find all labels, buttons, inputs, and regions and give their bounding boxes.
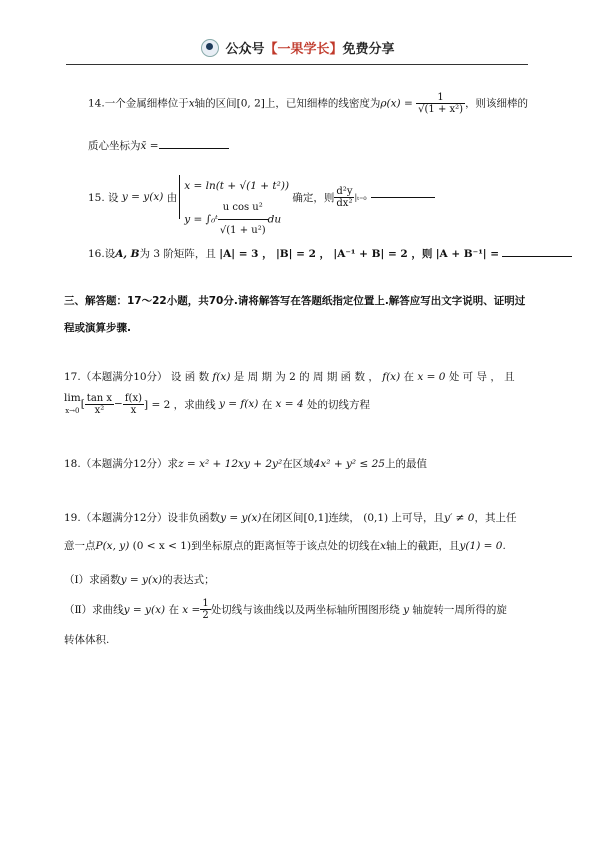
page-header (0, 38, 596, 60)
question-17-line2: lim x→0 [ $\frac{\text{tan x}}{\text{x²}}$ − $\frac{f(x)}{x}$ ] = 2 ，求曲线 y = f(x) 在 x = 4 处的切线方程 (64, 392, 370, 416)
question-14-line2: 质心坐标为x̄ = (88, 138, 518, 153)
question-19-part-1: （Ⅰ）求函数y = y(x)的表达式； (64, 574, 215, 586)
question-16: 16.设A, B为 3 阶矩阵，且 |A| = 3 ， |B| = 2 ， |A⁻¹ + B| = 2 ，则 |A + B⁻¹| = (88, 246, 518, 261)
header-rule (66, 64, 528, 65)
question-14: 14.一个金属细棒位于x轴的区间[0, 2]上，已知细棒的线密度为ρ(x) = $\frac{1}{\text{√(1 + x²)}}$ ，则该细棒的 (88, 92, 529, 115)
second-derivative: $\frac{\text{d²y}}{\text{dx²}}$ (336, 185, 353, 209)
section-3-heading-line2: 程或演算步骤. (64, 322, 131, 334)
answer-blank-15[interactable] (371, 197, 435, 198)
question-15: 15. 设 y = y(x) 由 x = ln(t + √(1 + t²)) y = ∫₀ᵗ $\frac{\text{u cos u²}}{\text{√(1 + u²)}}$ du 确定，则 $\frac{\text{d²y}}{\text{dx²}}$ |ₜ₌₀ (88, 175, 518, 219)
question-19-part-2: （Ⅱ）求曲线 y = y(x) 在 x = $\frac{1}{2}$ 处切线与该曲线以及两坐标轴所围图形绕 y 轴旋转一周所得的旋 (64, 598, 507, 621)
question-19-part-2-line2: 转体体积. (64, 634, 110, 646)
question-18: 18.（本题满分12分）求z = x² + 12xy + 2y²在区域4x² + y² ≤ 25上的最值 (64, 458, 427, 470)
section-3-heading: 三、解答题：17～22小题，共70分.请将解答写在答题纸指定位置上.解答应写出文字说明、证明过 (64, 295, 526, 307)
avatar-icon (201, 39, 219, 57)
answer-blank-14[interactable] (159, 148, 229, 149)
density-fraction: $\frac{1}{\text{√(1 + x²)}}$ (418, 92, 464, 115)
answer-blank-16[interactable] (502, 256, 572, 257)
question-19-line2: 意一点P(x, y) (0 < x < 1)到坐标原点的距离恒等于该点处的切线在x轴上的截距，且y(1) = 0. (64, 540, 506, 552)
question-19: 19.（本题满分12分）设非负函数y = y(x)在闭区间[0,1]连续， (0,1) 上可导，且y′ ≠ 0，其上任 (64, 512, 517, 524)
question-17: 17.（本题满分10分） 设 函 数 f(x) 是 周 期 为 2 的 周 期 函 数 ， f(x) 在 x = 0 处 可 导 ， 且 (64, 371, 515, 383)
header-text: 公众号【一果学长】免费分享 (225, 42, 395, 57)
parametric-system: x = ln(t + √(1 + t²)) y = ∫₀ᵗ $\frac{\text{u cos u²}}{\text{√(1 + u²)}}$ du (179, 175, 289, 219)
